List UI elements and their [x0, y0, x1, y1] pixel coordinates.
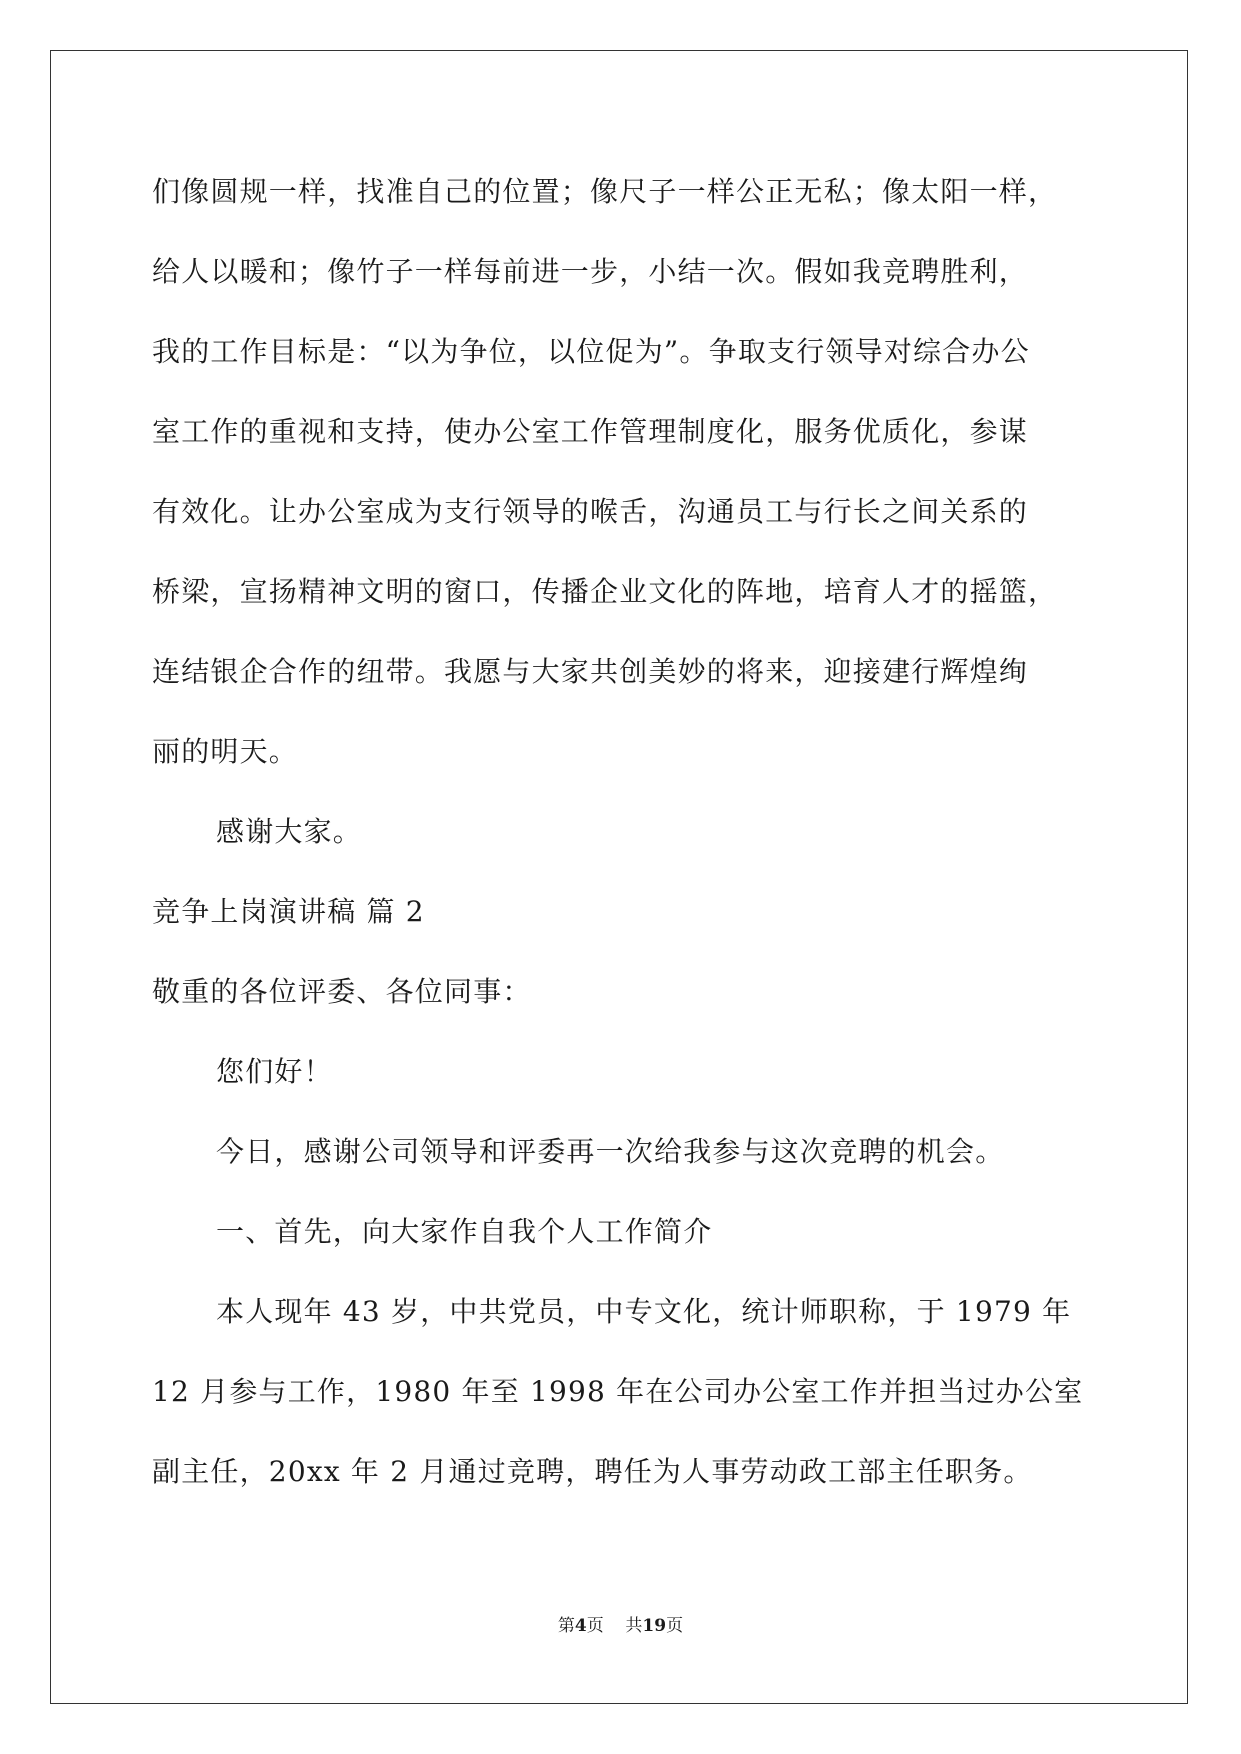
paragraph-line: 我的工作目标是：“以为争位，以位促为”。争取支行领导对综合办公 [152, 335, 1030, 368]
paragraph-line: 今日，感谢公司领导和评委再一次给我参与这次竞聘的机会。 [216, 1135, 1005, 1168]
salutation: 敬重的各位评委、各位同事： [152, 975, 532, 1008]
paragraph-line: 丽的明天。 [152, 735, 299, 768]
total-suffix: 页 [666, 1616, 684, 1636]
total-prefix: 共 [625, 1616, 643, 1636]
document-body [152, 152, 1112, 1512]
page-prefix: 第 [557, 1616, 575, 1636]
total-pages: 19 [642, 1616, 667, 1636]
page-suffix: 页 [586, 1616, 604, 1636]
page-footer [0, 1614, 1241, 1638]
subheading: 一、首先，向大家作自我个人工作简介 [216, 1215, 713, 1248]
paragraph-line: 本人现年 43 岁，中共党员，中专文化，统计师职称，于 1979 年 [216, 1295, 1072, 1328]
paragraph-line: 有效化。让办公室成为支行领导的喉舌，沟通员工与行长之间关系的 [152, 495, 1029, 528]
paragraph-line: 室工作的重视和支持，使办公室工作管理制度化，服务优质化，参谋 [152, 415, 1029, 448]
page-number: 4 [574, 1616, 587, 1636]
paragraph-line: 们像圆规一样，找准自己的位置；像尺子一样公正无私；像太阳一样， [152, 175, 1058, 208]
greeting: 您们好！ [216, 1055, 333, 1088]
paragraph-line: 副主任，20xx 年 2 月通过竞聘，聘任为人事劳动政工部主任职务。 [152, 1455, 1033, 1488]
paragraph-line: 连结银企合作的纽带。我愿与大家共创美妙的将来，迎接建行辉煌绚 [152, 655, 1029, 688]
paragraph-line: 给人以暖和；像竹子一样每前进一步，小结一次。假如我竞聘胜利， [152, 255, 1029, 288]
paragraph-line: 桥梁，宣扬精神文明的窗口，传播企业文化的阵地，培育人才的摇篮， [152, 575, 1058, 608]
paragraph-line: 12 月参与工作，1980 年至 1998 年在公司办公室工作并担当过办公室 [152, 1375, 1084, 1408]
section-heading: 竞争上岗演讲稿 篇 2 [152, 895, 425, 928]
closing-line: 感谢大家。 [216, 815, 363, 848]
